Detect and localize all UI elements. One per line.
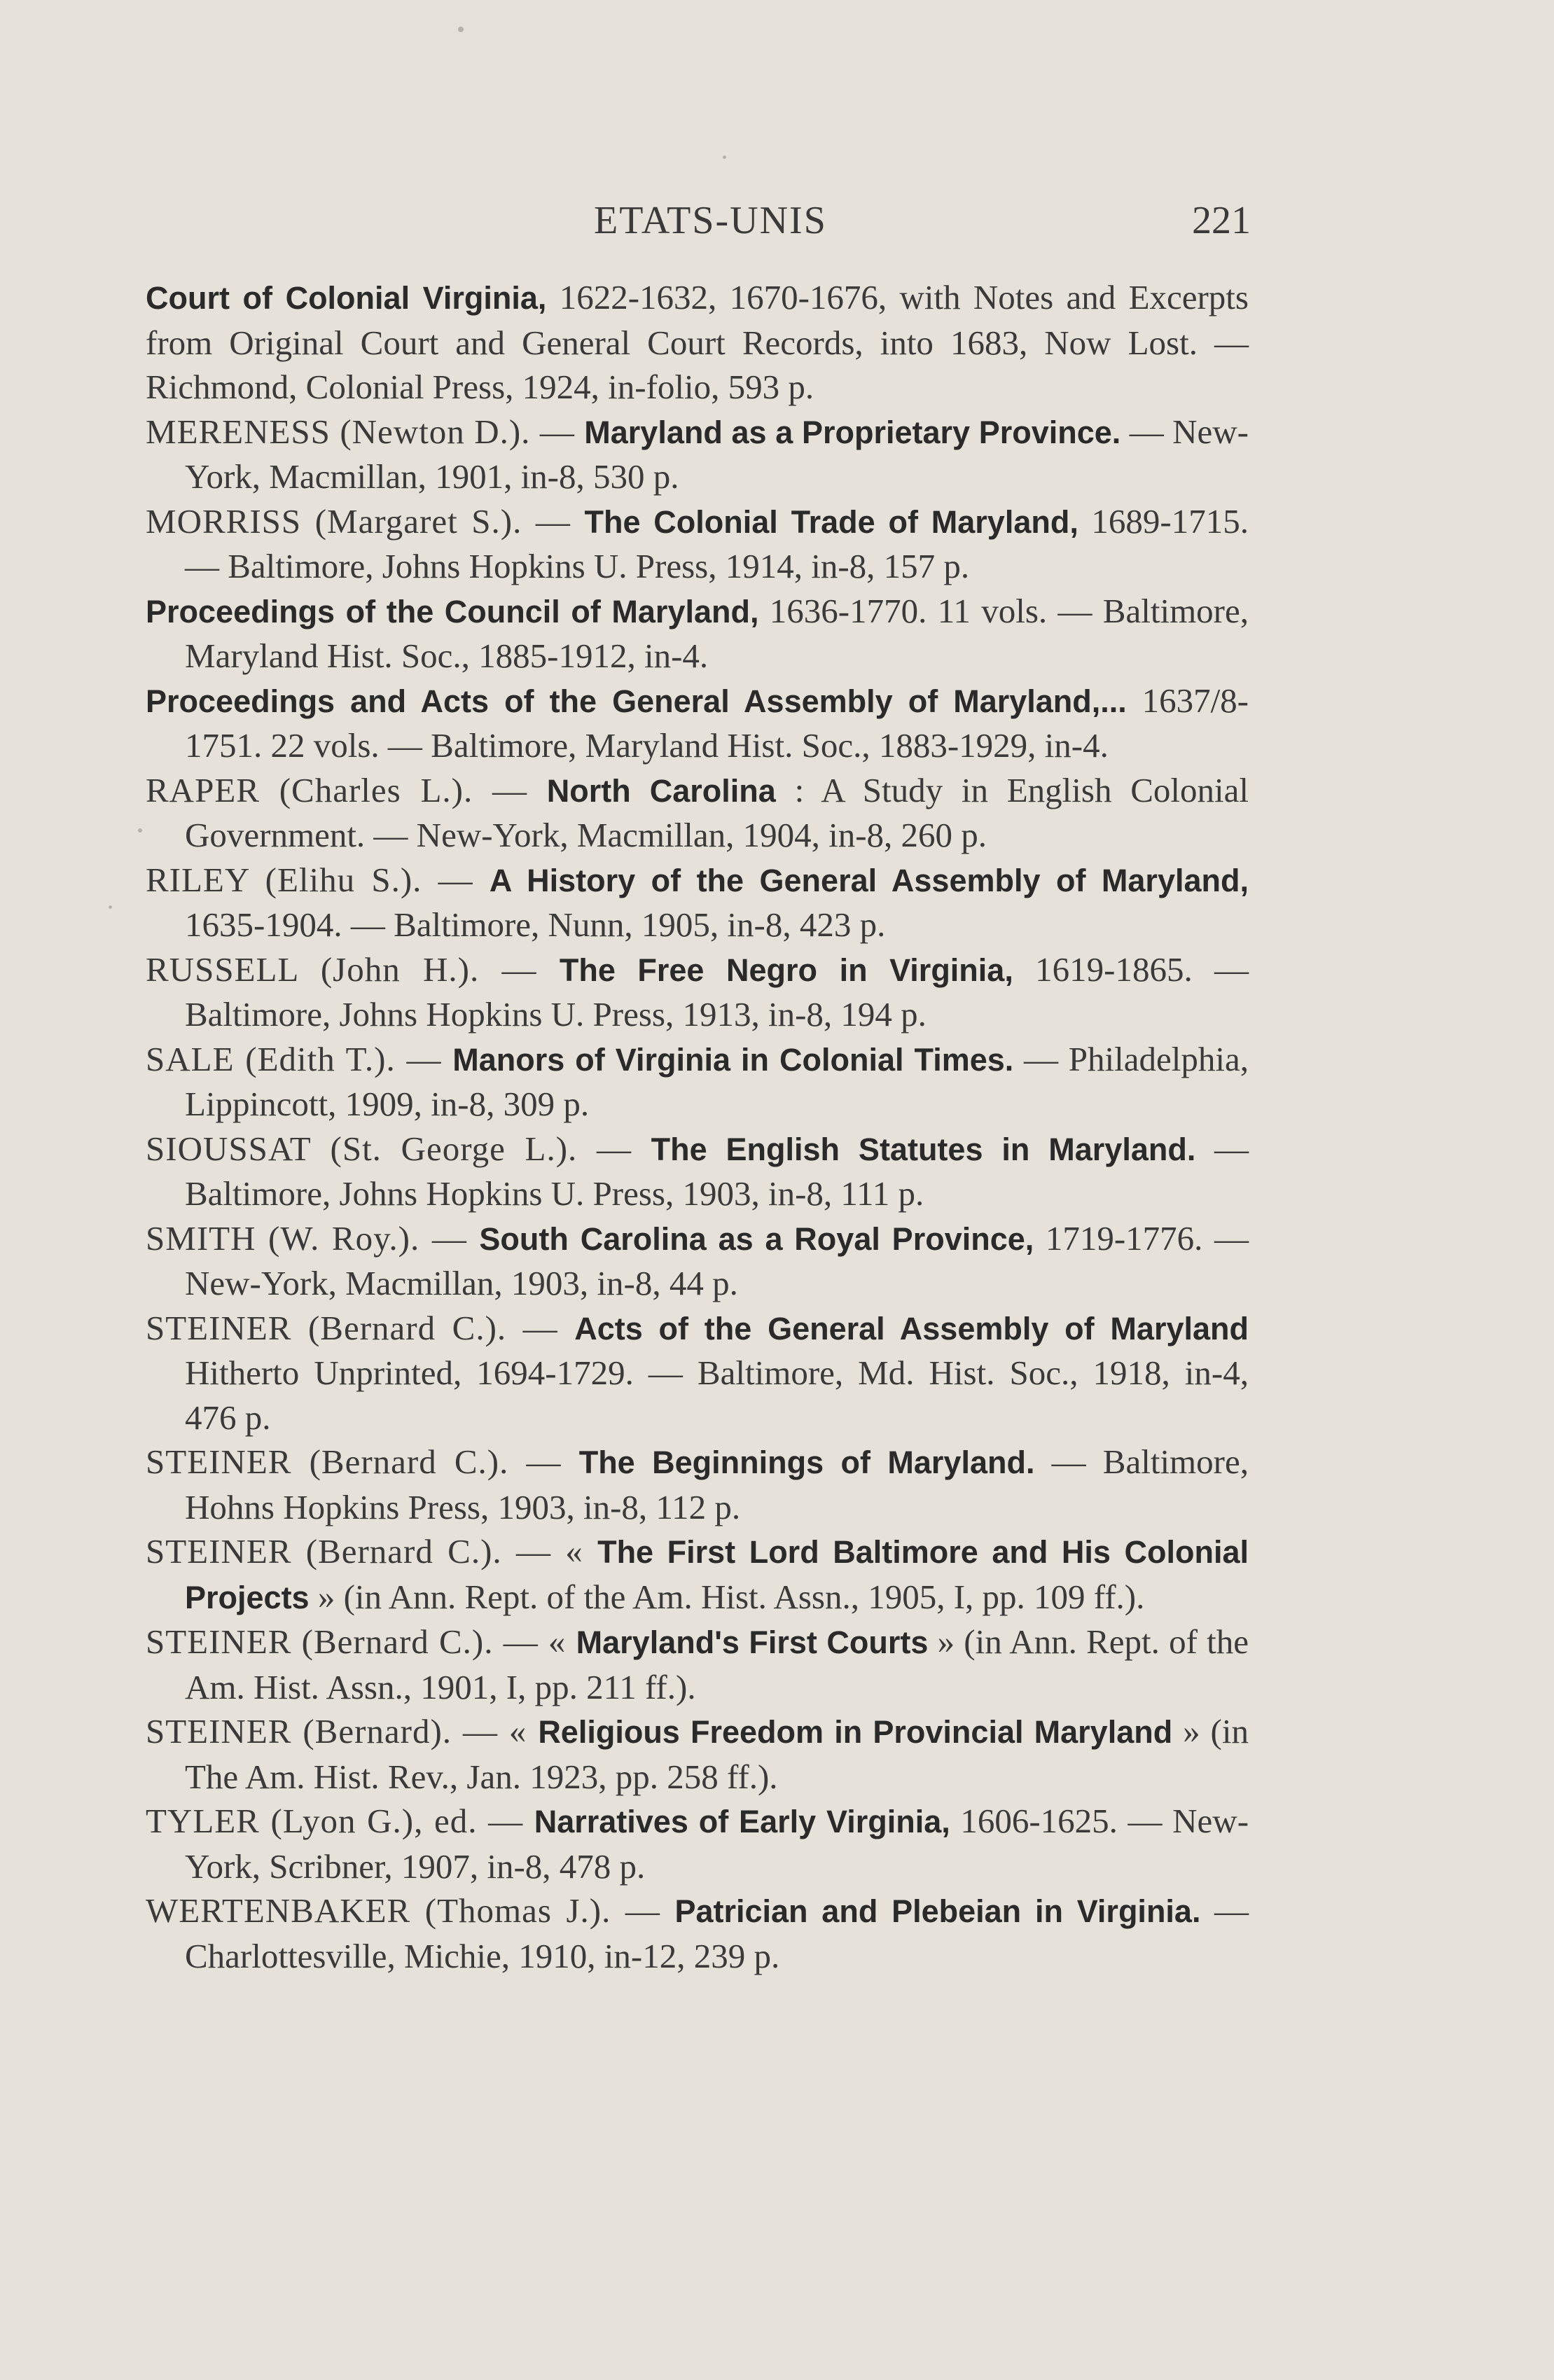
entry-details: 1619-1865. — Baltimore, Johns Hopkins U. Press, 1913, in-8, 194 p. xyxy=(185,949,1249,1034)
bibliography-entry xyxy=(146,410,1249,499)
entry-details: 1635-1904. — Baltimore, Nunn, 1905, in-8, 423 p. xyxy=(185,905,886,944)
bibliography-entry xyxy=(146,1799,1249,1888)
entry-title: Manors of Virginia in Colonial Times. xyxy=(452,1041,1014,1078)
entry-title: The Colonial Trade of Maryland, xyxy=(584,503,1078,540)
entry-author: RAPER (Charles L.). — xyxy=(146,770,547,809)
entry-details: » (in Ann. Rept. of the Am. Hist. Assn., 1905, I, pp. 109 ff.). xyxy=(309,1577,1145,1616)
entry-author: STEINER (Bernard C.). — « xyxy=(146,1532,598,1571)
paper-speck xyxy=(458,27,464,32)
entry-title: The First Lord Baltimore and His Colonial Projects xyxy=(185,1534,1249,1615)
entry-author: STEINER (Bernard). — « xyxy=(146,1712,539,1751)
entry-author: SIOUSSAT (St. George L.). — xyxy=(146,1129,651,1168)
entry-title: Court of Colonial Virginia, xyxy=(146,280,547,316)
entry-title: Maryland as a Proprietary Province. xyxy=(584,414,1121,450)
entry-title: South Carolina as a Royal Province, xyxy=(479,1220,1034,1257)
entry-title: North Carolina xyxy=(546,772,776,809)
bibliography-entry xyxy=(146,1888,1249,1978)
entry-title: Maryland's First Courts xyxy=(576,1624,929,1660)
entry-details: 1689-1715. — Baltimore, Johns Hopkins U. Press, 1914, in-8, 157 p. xyxy=(185,501,1249,585)
entry-details: — New-York, Macmillan, 1901, in-8, 530 p. xyxy=(185,412,1249,496)
entry-details: » (in Ann. Rept. of the Am. Hist. Assn., 1901, I, pp. 211 ff.). xyxy=(185,1622,1249,1706)
entry-details: 1637/8-1751. 22 vols. — Baltimore, Maryland Hist. Soc., 1883-1929, in-4. xyxy=(185,681,1249,765)
bibliography-entry xyxy=(146,1440,1249,1529)
entry-details: 1622-1632, 1670-1676, with Notes and Excerpts from Original Court and General Court Records, into 1683, Now Lost. — Richmond, Colonial Press, 1924, in-folio, 593 p. xyxy=(146,278,1249,406)
entry-author: STEINER (Bernard C.). — « xyxy=(146,1622,576,1661)
entry-title: A History of the General Assembly of Maryland, xyxy=(489,862,1249,898)
bibliography-entry xyxy=(146,1216,1249,1306)
entry-title: The Beginnings of Maryland. xyxy=(578,1445,1035,1480)
entry-details: 1719-1776. — New-York, Macmillan, 1903, in-8, 44 p. xyxy=(185,1218,1249,1302)
entry-details: 1636-1770. 11 vols. — Baltimore, Maryland Hist. Soc., 1885-1912, in-4. xyxy=(185,591,1249,675)
bibliography-entry xyxy=(146,1037,1249,1127)
bibliography-entry xyxy=(146,1529,1249,1620)
entry-title: Acts of the General Assembly of Maryland xyxy=(574,1310,1249,1346)
entry-details: — Charlottesville, Michie, 1910, in-12, 239 p. xyxy=(185,1891,1249,1975)
bibliography-entry xyxy=(146,1127,1249,1216)
entry-title: Religious Freedom in Provincial Maryland xyxy=(538,1714,1173,1750)
page-number: 221 xyxy=(1192,199,1251,242)
entry-details: — Philadelphia, Lippincott, 1909, in-8, 309 p. xyxy=(185,1039,1249,1123)
bibliography-entry xyxy=(146,589,1249,678)
entry-author: SMITH (W. Roy.). — xyxy=(146,1218,480,1258)
page-header xyxy=(0,198,1554,254)
entry-title: Patrician and Plebeian in Virginia. xyxy=(674,1893,1201,1929)
entry-title: Narratives of Early Virginia, xyxy=(534,1804,950,1839)
bibliography-entry xyxy=(146,947,1249,1037)
bibliography-entry xyxy=(146,1306,1249,1440)
entry-author: STEINER (Bernard C.). — xyxy=(146,1442,579,1481)
bibliography-entry xyxy=(146,499,1249,589)
paper-speck xyxy=(723,155,726,159)
entry-author: STEINER (Bernard C.). — xyxy=(146,1308,575,1347)
bibliography-entry xyxy=(146,768,1249,858)
entry-title: The Free Negro in Virginia, xyxy=(559,952,1013,988)
entry-author: SALE (Edith T.). — xyxy=(146,1039,453,1078)
bibliography-entry xyxy=(146,678,1249,768)
entry-details: — Baltimore, Hohns Hopkins Press, 1903, in-8, 112 p. xyxy=(185,1442,1249,1526)
entry-author: TYLER (Lyon G.), ed. — xyxy=(146,1802,534,1840)
paper-speck xyxy=(138,828,142,833)
bibliography-entry xyxy=(146,1709,1249,1799)
bibliography-entry xyxy=(146,858,1249,947)
entry-details: — Baltimore, Johns Hopkins U. Press, 1903, in-8, 111 p. xyxy=(185,1129,1249,1213)
entry-title: Proceedings and Acts of the General Assembly of Maryland,... xyxy=(146,683,1127,719)
entry-details: : A Study in English Colonial Government. — New-York, Macmillan, 1904, in-8, 260 p. xyxy=(185,770,1249,854)
entry-author: MERENESS (Newton D.). — xyxy=(146,412,585,451)
entry-author: RUSSELL (John H.). — xyxy=(146,949,560,989)
entry-author: RILEY (Elihu S.). — xyxy=(146,860,490,899)
entry-author: MORRISS (Margaret S.). — xyxy=(146,501,585,541)
entry-details: Hitherto Unprinted, 1694-1729. — Baltimore, Md. Hist. Soc., 1918, in-4, 476 p. xyxy=(185,1353,1249,1437)
bibliography-list xyxy=(146,275,1249,1978)
entry-author: WERTENBAKER (Thomas J.). — xyxy=(146,1891,675,1930)
entry-details: » (in The Am. Hist. Rev., Jan. 1923, pp. 258 ff.). xyxy=(185,1712,1249,1796)
running-title: ETATS-UNIS xyxy=(594,199,827,242)
entry-title: Proceedings of the Council of Maryland, xyxy=(146,593,759,629)
paper-speck xyxy=(109,905,112,909)
bibliography-entry xyxy=(146,1620,1249,1709)
entry-title: The English Statutes in Maryland. xyxy=(651,1131,1196,1167)
entry-details: 1606-1625. — New-York, Scribner, 1907, in-8, 478 p. xyxy=(185,1802,1249,1886)
bibliography-entry xyxy=(146,275,1249,410)
